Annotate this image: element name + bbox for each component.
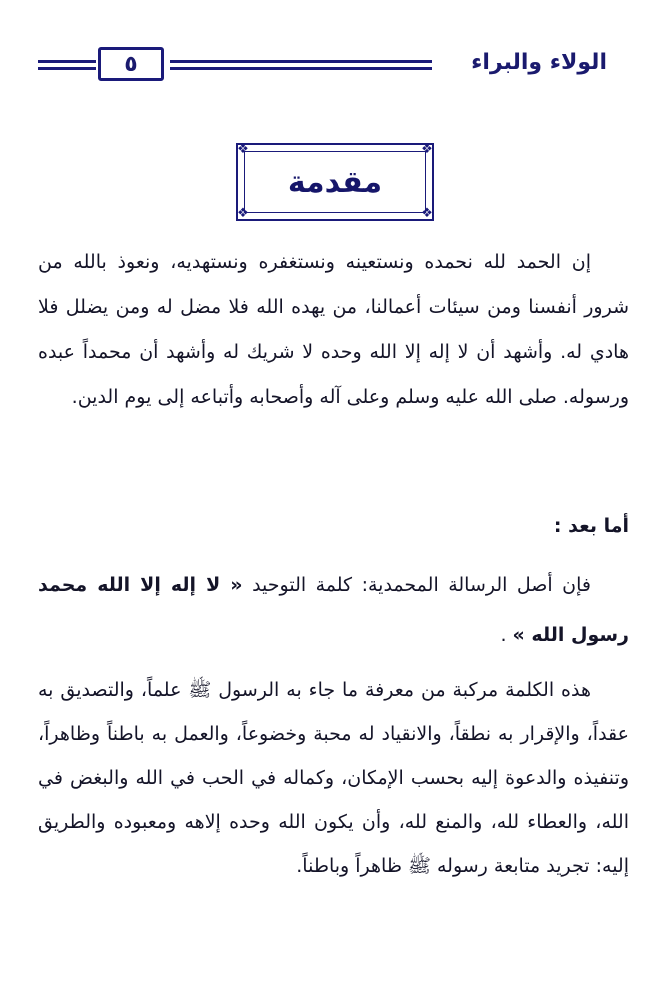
paragraph-opening (38, 240, 629, 420)
section-title-frame (236, 143, 434, 221)
header-rule-right (170, 60, 432, 72)
page-number: ٥ (98, 47, 164, 81)
corner-ornament-icon: ❖ (421, 206, 433, 221)
paragraph-explanation (38, 668, 629, 888)
running-title: الولاء والبراء (471, 50, 607, 75)
paragraph-heading: أما بعد : (553, 515, 629, 537)
header-rule-left (38, 60, 96, 72)
section-title: مقدمة (287, 164, 383, 200)
tawhid-phrase: « لا إله إلا الله محمد رسول الله » (38, 574, 629, 646)
paragraph-tawhid (38, 560, 629, 660)
paragraph-tawhid-end: . (500, 624, 507, 646)
corner-ornament-icon: ❖ (421, 142, 433, 157)
paragraph-opening-text: إن الحمد لله نحمده ونستعينه ونستغفره ونستهديه، ونعوذ بالله من شرور أنفسنا ومن سيئات أعمالنا، من يهده الله فلا مضل له ومن يضلل فلا هادي له. وأشهد أن لا إله إلا الله وحده لا شريك له وأشهد أن محمداً عبده ورسوله. صلى الله عليه وسلم وعلى آله وأصحابه وأتباعه إلى يوم الدين. (38, 251, 629, 408)
corner-ornament-icon: ❖ (237, 142, 249, 157)
corner-ornament-icon: ❖ (237, 206, 249, 221)
paragraph-tawhid-intro: فإن أصل الرسالة المحمدية: كلمة التوحيد (252, 574, 591, 596)
paragraph-explanation-text: هذه الكلمة مركبة من معرفة ما جاء به الرسول ﷺ علماً، والتصديق به عقداً، والإقرار به نطقاً، والانقياد له محبة وخضوعاً، والعمل به باطناً وظاهراً، وتنفيذه والدعوة إليه بحسب الإمكان، وكماله في الحب في الله والبغض في الله، والعطاء لله، والمنع لله، وأن يكون الله وحده إلاهه ومعبوده والطريق إليه: تجريد متابعة رسوله ﷺ ظاهراً وباطناً. (38, 679, 629, 877)
